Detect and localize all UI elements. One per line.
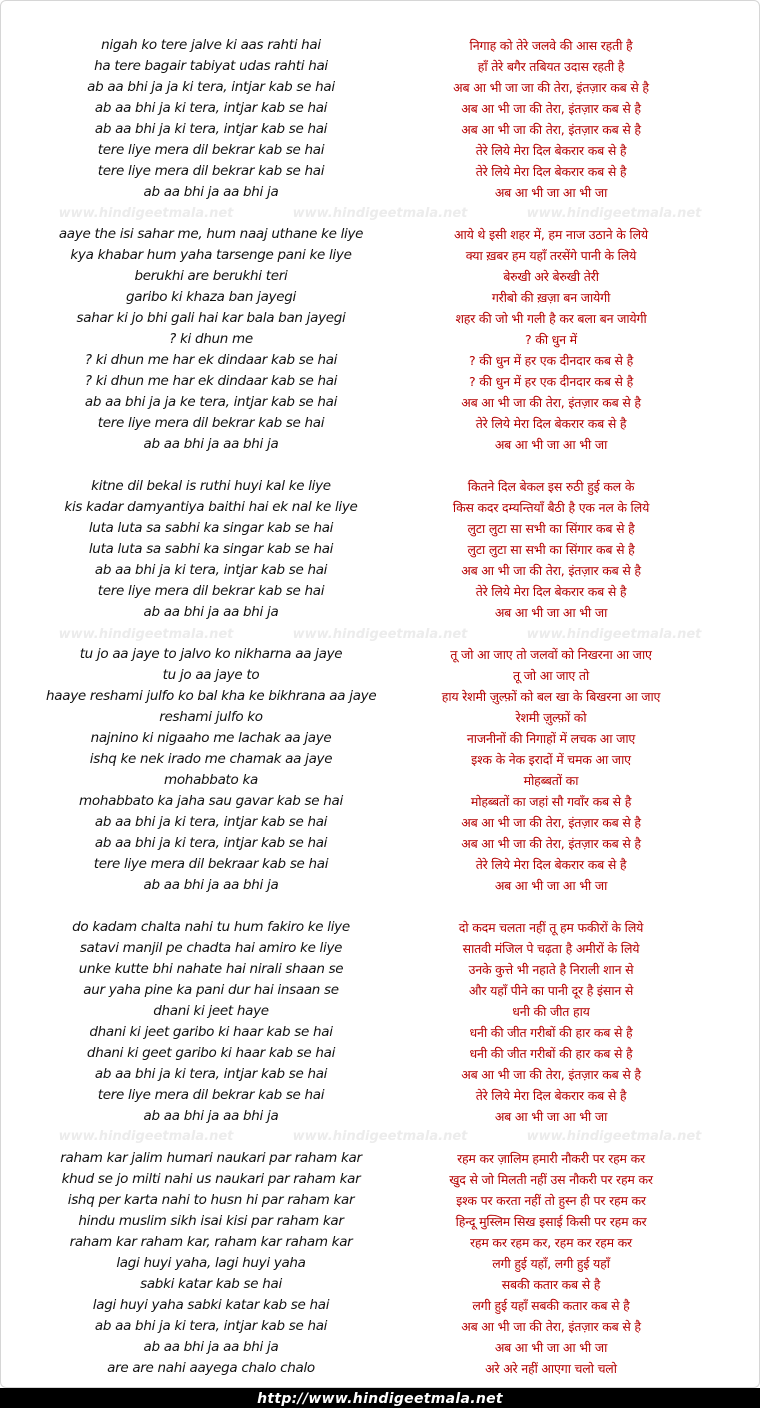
lyric-english: khud se jo milti nahi us naukari par raham kar xyxy=(61,1171,361,1187)
lyric-hindi: लगी हुई यहाँ, लगी हुई यहाँ xyxy=(492,1256,610,1271)
lyric-hindi: तेरे लिये मेरा दिल बेकरार कब से है xyxy=(475,584,627,599)
lyric-hindi: निगाह को तेरे जलवे की आस रहती है xyxy=(469,38,633,53)
lyric-row xyxy=(1,539,760,560)
lyric-english: tu jo aa jaye to xyxy=(162,667,260,683)
lyric-row xyxy=(1,497,760,518)
lyric-row xyxy=(1,1064,760,1085)
lyric-hindi: मोहब्बतों का जहां सौ गवाँर कब से है xyxy=(470,794,632,809)
lyric-english: ab aa bhi ja aa bhi ja xyxy=(143,1108,279,1124)
lyric-row xyxy=(1,1295,760,1316)
lyric-row xyxy=(1,245,760,266)
lyric-row xyxy=(1,1001,760,1022)
watermark-row xyxy=(1,1127,760,1147)
lyric-english: ab aa bhi ja ki tera, intjar kab se hai xyxy=(94,835,328,851)
lyric-hindi: लुटा लुटा सा सभी का सिंगार कब से है xyxy=(467,521,635,536)
watermark-row xyxy=(1,625,760,645)
lyric-row xyxy=(1,329,760,350)
lyric-row xyxy=(1,602,760,623)
watermark-text: www.hindigeetmala.net xyxy=(58,627,234,642)
lyric-english: dhani ki jeet garibo ki haar kab se hai xyxy=(89,1024,333,1040)
lyric-hindi: ? की धुन में हर एक दीनदार कब से है xyxy=(468,374,634,389)
lyric-english: ab aa bhi ja ki tera, intjar kab se hai xyxy=(94,562,328,578)
lyric-row xyxy=(1,791,760,812)
lyric-row xyxy=(1,1253,760,1274)
lyric-hindi: नाजनीनों की निगाहों में लचक आ जाए xyxy=(466,731,636,746)
lyric-hindi: आये थे इसी शहर में, हम नाज उठाने के लिये xyxy=(454,227,648,242)
lyric-hindi: हिन्दू मुस्लिम सिख इसाई किसी पर रहम कर xyxy=(455,1214,647,1229)
lyric-row xyxy=(1,1211,760,1232)
lyric-row xyxy=(1,140,760,161)
lyric-english: tere liye mera dil bekrar kab se hai xyxy=(97,163,325,179)
lyric-row xyxy=(1,518,760,539)
lyric-hindi: रहम कर ज़ालिम हमारी नौकरी पर रहम कर xyxy=(457,1151,645,1166)
lyric-english: garibo ki khaza ban jayegi xyxy=(126,289,296,305)
lyric-english: ab aa bhi ja aa bhi ja xyxy=(143,604,279,620)
lyric-row xyxy=(1,665,760,686)
lyric-row xyxy=(1,1085,760,1106)
lyric-english: tere liye mera dil bekrar kab se hai xyxy=(97,415,325,431)
lyric-hindi: अब आ भी जा की तेरा, इंतज़ार कब से है xyxy=(461,836,641,851)
lyric-hindi: दो कदम चलता नहीं तू हम फकीरों के लिये xyxy=(458,920,644,935)
lyric-hindi: उनके कुत्ते भी नहाते है निराली शान से xyxy=(468,962,634,977)
lyric-row xyxy=(1,77,760,98)
lyric-row xyxy=(1,581,760,602)
lyric-english: nigah ko tere jalve ki aas rahti hai xyxy=(101,37,321,53)
watermark-text: www.hindigeetmala.net xyxy=(292,1129,468,1144)
lyric-hindi: सातवी मंजिल पे चढ़ता है अमीरों के लिये xyxy=(462,941,640,956)
lyric-english: dhani ki geet garibo ki haar kab se hai xyxy=(86,1045,336,1061)
lyric-row xyxy=(1,413,760,434)
lyric-english: ? ki dhun me har ek dindaar kab se hai xyxy=(84,373,338,389)
lyric-row xyxy=(1,1358,760,1379)
lyric-row xyxy=(1,98,760,119)
lyric-hindi: अब आ भी जा की तेरा, इंतज़ार कब से है xyxy=(461,815,641,830)
lyric-row xyxy=(1,266,760,287)
lyric-row xyxy=(1,644,760,665)
lyric-english: aaye the isi sahar me, hum naaj uthane ke liye xyxy=(58,226,364,242)
watermark-text: www.hindigeetmala.net xyxy=(526,627,702,642)
lyric-row xyxy=(1,224,760,245)
lyric-english: mohabbato ka jaha sau gavar kab se hai xyxy=(79,793,343,809)
lyric-row xyxy=(1,1232,760,1253)
lyric-english: lagi huyi yaha, lagi huyi yaha xyxy=(116,1255,306,1271)
lyric-hindi: अब आ भी जा की तेरा, इंतज़ार कब से है xyxy=(461,1067,641,1082)
lyric-hindi: तेरे लिये मेरा दिल बेकरार कब से है xyxy=(475,164,627,179)
lyric-row xyxy=(1,980,760,1001)
lyric-hindi: अब आ भी जा जा की तेरा, इंतज़ार कब से है xyxy=(453,80,649,95)
lyric-english: ishq ke nek irado me chamak aa jaye xyxy=(89,751,333,767)
lyric-english: tere liye mera dil bekraar kab se hai xyxy=(93,856,329,872)
lyric-row xyxy=(1,560,760,581)
lyric-row xyxy=(1,56,760,77)
lyric-english: satavi manjil pe chadta hai amiro ke liye xyxy=(79,940,343,956)
lyric-hindi: तू जो आ जाए तो जलवों को निखरना आ जाए xyxy=(450,647,652,662)
lyric-english: ab aa bhi ja aa bhi ja xyxy=(143,877,279,893)
lyric-english: ? ki dhun me har ek dindaar kab se hai xyxy=(84,352,338,368)
lyric-hindi: अब आ भी जा की तेरा, इंतज़ार कब से है xyxy=(461,395,641,410)
lyric-hindi: रेशमी ज़ुल्फ़ों को xyxy=(515,710,587,725)
lyric-english: sahar ki jo bhi gali hai kar bala ban jayegi xyxy=(76,310,346,326)
watermark-text: www.hindigeetmala.net xyxy=(292,627,468,642)
lyric-row xyxy=(1,1190,760,1211)
lyric-hindi: तेरे लिये मेरा दिल बेकरार कब से है xyxy=(475,143,627,158)
lyric-hindi: अब आ भी जा की तेरा, इंतज़ार कब से है xyxy=(461,122,641,137)
lyric-hindi: अब आ भी जा की तेरा, इंतज़ार कब से है xyxy=(461,1319,641,1334)
lyric-row xyxy=(1,707,760,728)
lyric-row xyxy=(1,287,760,308)
lyric-hindi: धनी की जीत गरीबों की हार कब से है xyxy=(469,1025,633,1040)
lyric-english: ab aa bhi ja ki tera, intjar kab se hai xyxy=(94,1318,328,1334)
lyric-row xyxy=(1,812,760,833)
lyric-english: ha tere bagair tabiyat udas rahti hai xyxy=(94,58,328,74)
lyric-english: ab aa bhi ja aa bhi ja xyxy=(143,436,279,452)
lyric-row xyxy=(1,434,760,455)
lyric-hindi: रहम कर रहम कर, रहम कर रहम कर xyxy=(470,1235,632,1250)
lyric-english: luta luta sa sabhi ka singar kab se hai xyxy=(88,541,334,557)
lyric-english: najnino ki nigaaho me lachak aa jaye xyxy=(90,730,332,746)
lyric-english: kya khabar hum yaha tarsenge pani ke liye xyxy=(70,247,352,263)
lyric-hindi: धनी की जीत गरीबों की हार कब से है xyxy=(469,1046,633,1061)
lyric-english: sabki katar kab se hai xyxy=(140,1276,282,1292)
lyric-row xyxy=(1,392,760,413)
lyric-english: ab aa bhi ja aa bhi ja xyxy=(143,1339,279,1355)
lyric-row xyxy=(1,1043,760,1064)
lyric-hindi: अब आ भी जा आ भी जा xyxy=(494,1109,608,1124)
lyric-english: ab aa bhi ja ja ki tera, intjar kab se hai xyxy=(87,79,335,95)
lyric-english: dhani ki jeet haye xyxy=(153,1003,269,1019)
lyric-hindi: अब आ भी जा की तेरा, इंतज़ार कब से है xyxy=(461,563,641,578)
lyric-english: ab aa bhi ja aa bhi ja xyxy=(143,184,279,200)
lyric-english: raham kar raham kar, raham kar raham kar xyxy=(69,1234,353,1250)
lyric-hindi: अब आ भी जा आ भी जा xyxy=(494,437,608,452)
lyric-row xyxy=(1,1337,760,1358)
lyric-row xyxy=(1,161,760,182)
lyric-row xyxy=(1,1316,760,1337)
lyric-english: ab aa bhi ja ki tera, intjar kab se hai xyxy=(94,121,328,137)
lyric-hindi: अब आ भी जा की तेरा, इंतज़ार कब से है xyxy=(461,101,641,116)
lyric-english: berukhi are berukhi teri xyxy=(134,268,288,284)
lyric-english: tere liye mera dil bekrar kab se hai xyxy=(97,583,325,599)
watermark-row xyxy=(1,204,760,224)
lyric-hindi: तेरे लिये मेरा दिल बेकरार कब से है xyxy=(475,416,627,431)
site-link[interactable]: http://www.hindigeetmala.net xyxy=(257,1391,503,1407)
lyric-hindi: बेरुखी अरे बेरुखी तेरी xyxy=(503,269,599,284)
lyric-english: hindu muslim sikh isai kisi par raham kar xyxy=(78,1213,344,1229)
lyric-hindi: शहर की जो भी गली है कर बला बन जायेगी xyxy=(455,311,647,326)
watermark-text: www.hindigeetmala.net xyxy=(58,206,234,221)
watermark-text: www.hindigeetmala.net xyxy=(526,1129,702,1144)
lyric-english: kis kadar damyantiya baithi hai ek nal ke liye xyxy=(64,499,358,515)
lyric-english: raham kar jalim humari naukari par raham kar xyxy=(60,1150,362,1166)
lyric-english: ab aa bhi ja ki tera, intjar kab se hai xyxy=(94,100,328,116)
lyric-hindi: तेरे लिये मेरा दिल बेकरार कब से है xyxy=(475,1088,627,1103)
lyric-row xyxy=(1,728,760,749)
lyric-english: aur yaha pine ka pani dur hai insaan se xyxy=(83,982,339,998)
watermark-text: www.hindigeetmala.net xyxy=(58,1129,234,1144)
lyric-english: ab aa bhi ja ki tera, intjar kab se hai xyxy=(94,1066,328,1082)
lyric-hindi: और यहाँ पीने का पानी दूर है इंसान से xyxy=(468,983,634,998)
lyric-hindi: लगी हुई यहाँ सबकी कतार कब से है xyxy=(472,1298,630,1313)
lyric-english: tere liye mera dil bekrar kab se hai xyxy=(97,1087,325,1103)
lyric-hindi: तेरे लिये मेरा दिल बेकरार कब से है xyxy=(475,857,627,872)
lyric-english: unke kutte bhi nahate hai nirali shaan se xyxy=(78,961,344,977)
lyric-english: mohabbato ka xyxy=(164,772,258,788)
watermark-text: www.hindigeetmala.net xyxy=(526,206,702,221)
lyric-row xyxy=(1,371,760,392)
lyric-english: tu jo aa jaye to jalvo ko nikharna aa jaye xyxy=(79,646,343,662)
lyric-hindi: अरे अरे नहीं आएगा चलो चलो xyxy=(485,1361,617,1376)
lyric-hindi: सबकी कतार कब से है xyxy=(501,1277,601,1292)
lyric-row xyxy=(1,350,760,371)
lyric-row xyxy=(1,35,760,56)
lyric-row xyxy=(1,1148,760,1169)
lyric-row xyxy=(1,119,760,140)
lyric-hindi: अब आ भी जा आ भी जा xyxy=(494,878,608,893)
lyric-row xyxy=(1,854,760,875)
lyric-hindi: लुटा लुटा सा सभी का सिंगार कब से है xyxy=(467,542,635,557)
lyric-hindi: क्या ख़बर हम यहाँ तरसेंगे पानी के लिये xyxy=(465,248,637,263)
lyric-row xyxy=(1,938,760,959)
lyric-english: ishq per karta nahi to husn hi par raham kar xyxy=(67,1192,355,1208)
lyric-hindi: धनी की जीत हाय xyxy=(512,1004,590,1019)
lyric-hindi: हाय रेशमी ज़ुल्फ़ों को बल खा के बिखरना आ जाए xyxy=(441,689,661,704)
lyric-hindi: गरीबो की ख़ज़ा बन जायेगी xyxy=(491,290,611,305)
lyric-hindi: तू जो आ जाए तो xyxy=(512,668,590,683)
lyric-row xyxy=(1,1169,760,1190)
lyric-hindi: अब आ भी जा आ भी जा xyxy=(494,605,608,620)
lyric-hindi: कितने दिल बेकल इस रुठी हुई कल के xyxy=(467,479,635,494)
lyric-row xyxy=(1,686,760,707)
lyric-english: kitne dil bekal is ruthi huyi kal ke liye xyxy=(91,478,331,494)
lyric-english: lagi huyi yaha sabki katar kab se hai xyxy=(92,1297,330,1313)
lyric-english: reshami julfo ko xyxy=(159,709,263,725)
lyric-english: are are nahi aayega chalo chalo xyxy=(107,1360,315,1376)
lyric-english: ab aa bhi ja ki tera, intjar kab se hai xyxy=(94,814,328,830)
footer-bar xyxy=(0,1388,760,1408)
lyric-english: luta luta sa sabhi ka singar kab se hai xyxy=(88,520,334,536)
lyric-english: ? ki dhun me xyxy=(169,331,253,347)
lyric-row xyxy=(1,1022,760,1043)
lyric-row xyxy=(1,308,760,329)
lyric-row xyxy=(1,1274,760,1295)
lyric-hindi: किस कदर दम्यन्तियाँ बैठी है एक नल के लिये xyxy=(452,500,650,515)
lyric-row xyxy=(1,182,760,203)
lyric-row xyxy=(1,476,760,497)
lyric-hindi: ? की धुन में हर एक दीनदार कब से है xyxy=(468,353,634,368)
lyric-hindi: अब आ भी जा आ भी जा xyxy=(494,185,608,200)
lyric-english: ab aa bhi ja ja ke tera, intjar kab se hai xyxy=(84,394,338,410)
lyric-hindi: खुद से जो मिलती नहीं उस नौकरी पर रहम कर xyxy=(449,1172,653,1187)
watermark-text: www.hindigeetmala.net xyxy=(292,206,468,221)
lyric-row xyxy=(1,959,760,980)
lyric-hindi: ? की धुन में xyxy=(525,332,577,347)
lyric-english: haaye reshami julfo ko bal kha ke bikhrana aa jaye xyxy=(46,688,376,704)
lyric-hindi: इश्क के नेक इरादों में चमक आ जाए xyxy=(471,752,631,767)
lyric-row xyxy=(1,875,760,896)
lyric-hindi: हाँ तेरे बगैर तबियत उदास रहती है xyxy=(477,59,625,74)
lyric-hindi: मोहब्बतों का xyxy=(523,773,579,788)
lyric-english: do kadam chalta nahi tu hum fakiro ke liye xyxy=(72,919,350,935)
lyric-hindi: अब आ भी जा आ भी जा xyxy=(494,1340,608,1355)
lyric-row xyxy=(1,749,760,770)
lyric-row xyxy=(1,770,760,791)
lyric-row xyxy=(1,833,760,854)
lyric-hindi: इश्क पर करता नहीं तो हुस्न ही पर रहम कर xyxy=(456,1193,646,1208)
lyric-english: tere liye mera dil bekrar kab se hai xyxy=(97,142,325,158)
lyric-row xyxy=(1,1106,760,1127)
lyric-row xyxy=(1,917,760,938)
